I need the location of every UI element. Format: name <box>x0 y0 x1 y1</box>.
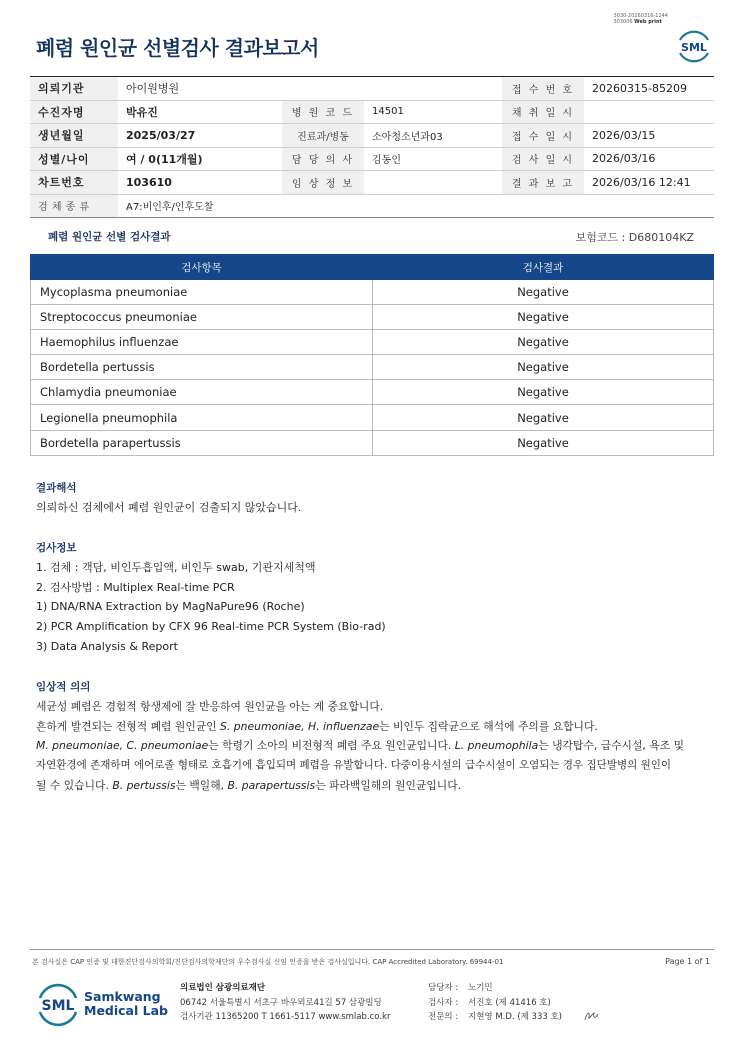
print-code: 3030-20260316-1244 303006 Web print <box>613 13 668 25</box>
test-result: Negative <box>373 430 714 455</box>
table-row <box>31 430 714 455</box>
test-result: Negative <box>373 330 714 355</box>
patient-info-table <box>30 76 714 218</box>
list-item: 2) PCR Amplification by CFX 96 Real-time PCR System (Bio-rad) <box>36 620 386 634</box>
list-item: 1) DNA/RNA Extraction by MagNaPure96 (Roche) <box>36 600 305 614</box>
col-header-result: 검사결과 <box>373 255 714 280</box>
page-title: 폐렴 원인균 선별검사 결과보고서 <box>36 36 319 60</box>
accreditation-note: 본 검사실은 CAP 인증 및 대한진단검사의학회/진단검사의학재단의 우수검사실 신임 인증을 받은 검사실입니다. CAP Accredited Laboratory. 69944-01 <box>32 958 504 966</box>
signature-icon <box>582 1008 602 1024</box>
info-row: 의뢰기관 아이원병원 접 수 번 호 20260315-85209 <box>30 77 714 101</box>
test-result: Negative <box>373 380 714 405</box>
results-table <box>30 254 714 456</box>
test-info-title: 검사정보 <box>36 542 77 554</box>
table-row <box>31 405 714 430</box>
table-row <box>31 305 714 330</box>
sml-logo-icon <box>674 26 714 66</box>
info-row: 성별/나이 여 / 0(11개월) 담 당 의 사 김동인 검 사 일 시 2026/03/16 <box>30 148 714 172</box>
organization-info: 의료법인 삼광의료재단 06742 서울특별시 서초구 바우뫼로41길 57 삼광빌딩 검사기관 11365200 T 1661-5117 www.smlab.co.kr <box>180 983 391 1022</box>
list-item: 2. 검사방법 : Multiplex Real-time PCR <box>36 580 235 594</box>
interpretation-text: 의뢰하신 검체에서 폐렴 원인균이 검출되지 않았습니다. <box>36 501 302 514</box>
test-item: Bordetella pertussis <box>31 355 373 380</box>
insurance-code: 보험코드 : D680104KZ <box>575 231 694 244</box>
info-row: 검 체 종 류 A7:비인후/인후도찰 <box>30 195 714 218</box>
test-result: Negative <box>373 355 714 380</box>
test-result: Negative <box>373 305 714 330</box>
footer-divider <box>30 949 714 950</box>
test-item: Chlamydia pneumoniae <box>31 380 373 405</box>
svg-text:SML: SML <box>41 998 75 1014</box>
test-item: Haemophilus influenzae <box>31 330 373 355</box>
info-row: 차트번호 103610 임 상 정 보 결 과 보 고 2026/03/16 12:41 <box>30 171 714 195</box>
table-row <box>31 280 714 305</box>
col-header-item: 검사항목 <box>31 255 373 280</box>
test-info-list <box>36 558 386 657</box>
brand-name: Samkwang Medical Lab <box>84 989 168 1018</box>
interpretation-title: 결과해석 <box>36 482 77 494</box>
test-item: Bordetella parapertussis <box>31 430 373 455</box>
info-row: 수진자명 박유진 병 원 코 드 14501 채 취 일 시 <box>30 101 714 125</box>
test-item: Legionella pneumophila <box>31 405 373 430</box>
svg-text:SML: SML <box>681 41 707 54</box>
test-result: Negative <box>373 405 714 430</box>
staff-info: 담당자 : 노기민 검사자 : 서진호 (제 41416 호) 전문의 : 지현영 M.D. (제 333 호) <box>428 983 563 1022</box>
table-row <box>31 380 714 405</box>
results-section-title: 폐렴 원인균 선별 검사결과 <box>48 231 171 243</box>
clinical-title: 임상적 의의 <box>36 681 91 693</box>
sml-logo-icon <box>34 980 82 1028</box>
clinical-text: 세균성 폐렴은 경험적 항생제에 잘 반응하여 원인균을 아는 게 중요합니다. 흔하게 발견되는 전형적 폐렴 원인균인 S. pneumoniae, H. influenzae는 비인두 집락균으로 해석에 주의를 요합니다. M. pneumoniae, C. pneumoniae는 학령기 소아의 비전형적 폐렴 주요 원인균입니다. L. pneumophila는 냉각탑수, 급수시설, 욕조 및 자연환경에 존재하며 에어로졸 형태로 호흡기에 흡입되며 폐렴을 유발합니다. 다중이용시설의 급수시설이 오염되는 경우 집단발병의 원인이 될 수 있습니다. B. pertussis는 백일해, B. parapertussis는 파라백일해의 원인균입니다. <box>36 700 684 792</box>
test-item: Mycoplasma pneumoniae <box>31 280 373 305</box>
table-row <box>31 330 714 355</box>
test-item: Streptococcus pneumoniae <box>31 305 373 330</box>
list-item: 1. 검체 : 객담, 비인두흡입액, 비인두 swab, 기관지세척액 <box>36 561 316 574</box>
page-number: Page 1 of 1 <box>665 957 710 966</box>
info-row: 생년월일 2025/03/27 진료과/병동 소아청소년과03 접 수 일 시 2026/03/15 <box>30 124 714 148</box>
test-result: Negative <box>373 280 714 305</box>
table-row <box>31 355 714 380</box>
list-item: 3) Data Analysis & Report <box>36 639 178 653</box>
